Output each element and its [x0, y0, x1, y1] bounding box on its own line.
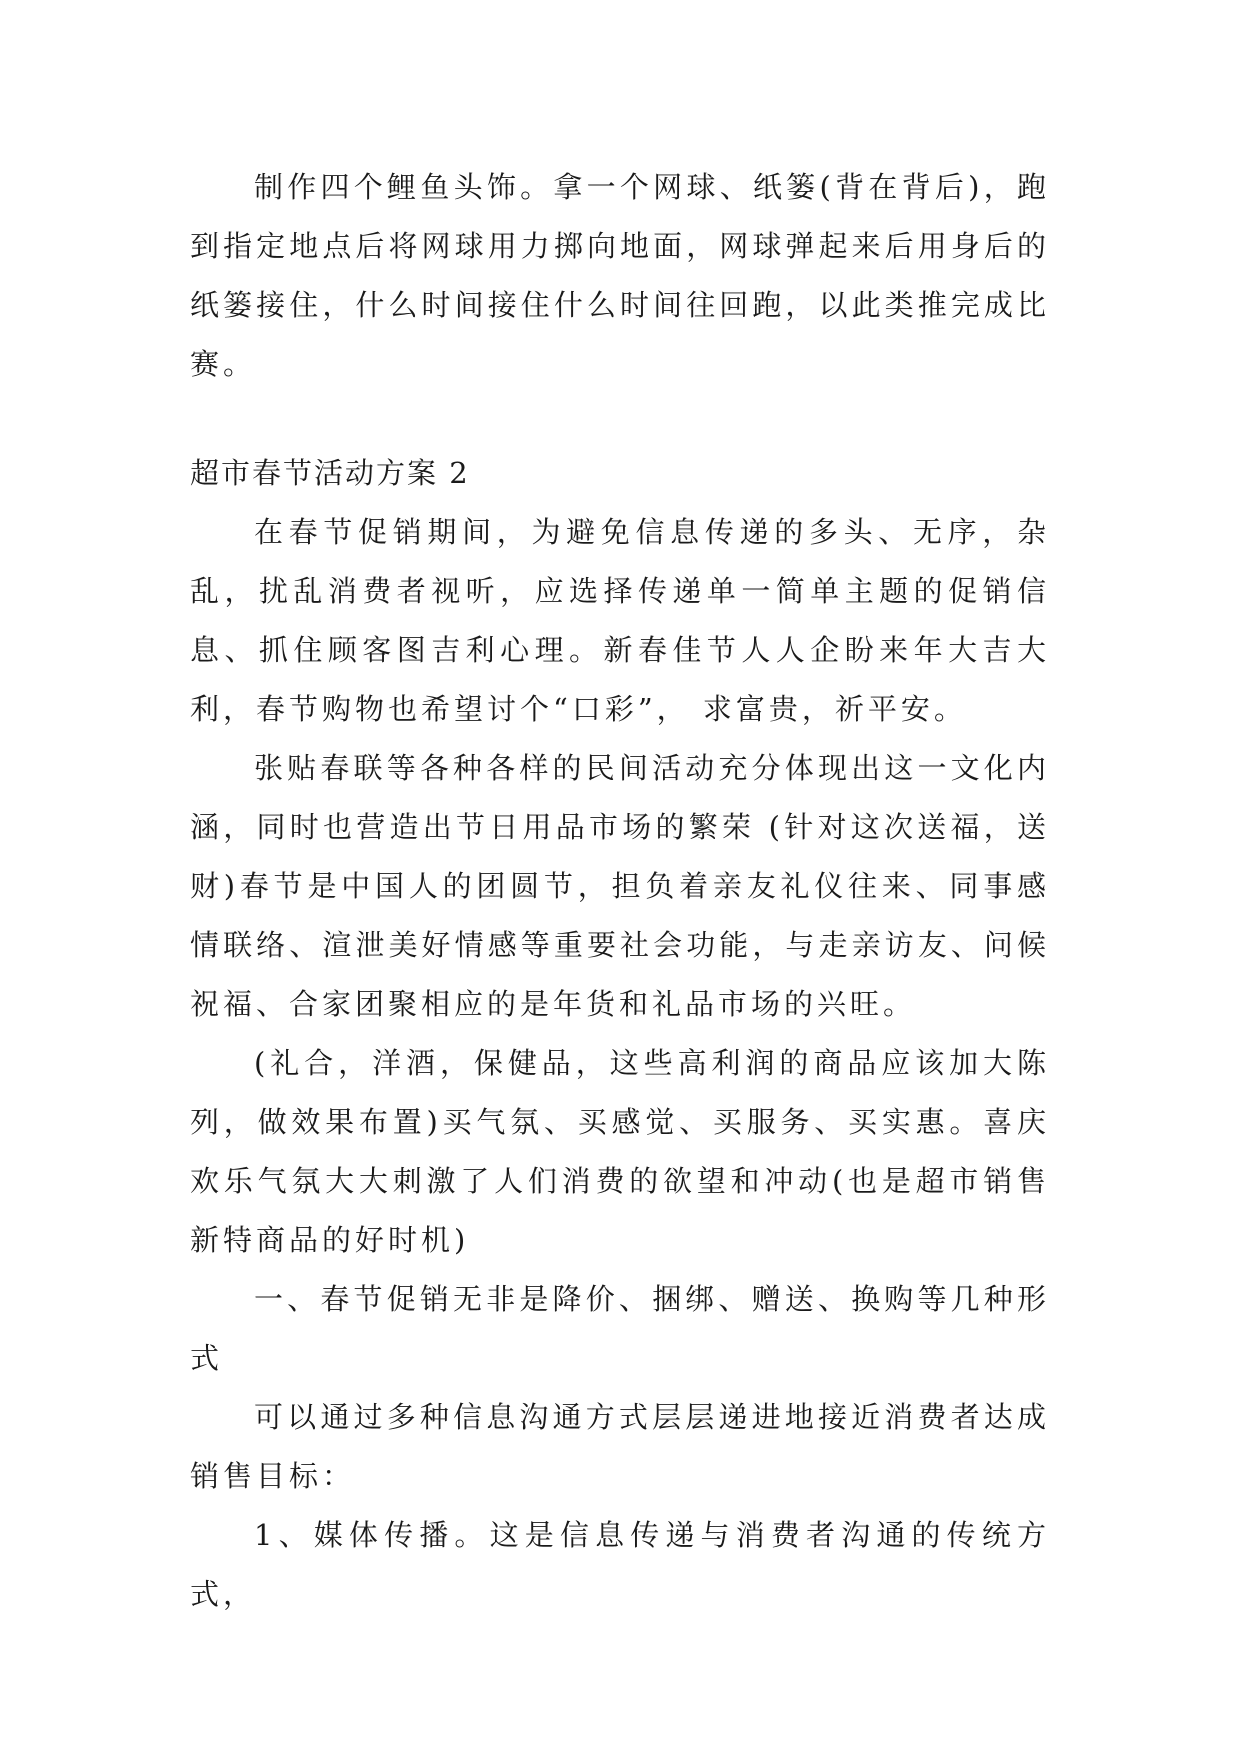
section-heading: 超市春节活动方案 2: [190, 456, 470, 490]
paragraph-promotion-forms: 一、春节促销无非是降价、捆绑、赠送、换购等几种形式: [190, 1282, 1050, 1375]
document-body: [190, 158, 1050, 1624]
paragraph-carp-game: 制作四个鲤鱼头饰。拿一个网球、纸篓(背在背后)，跑到指定地点后将网球用力掷向地面，网球弹起来后用身后的纸篓接住，什么时间接住什么时间往回跑，以此类推完成比赛。: [190, 170, 1050, 381]
paragraph-communication: 可以通过多种信息沟通方式层层递进地接近消费者达成销售目标：: [190, 1400, 1050, 1493]
paragraph-promotion-theme: 在春节促销期间，为避免信息传递的多头、无序，杂乱，扰乱消费者视听，应选择传递单一简单主题的促销信息、抓住顾客图吉利心理。新春佳节人人企盼来年大吉大利，春节购物也希望讨个“口彩”， 求富贵，祈平安。: [190, 515, 1050, 726]
paragraph-gift-products: (礼合，洋酒，保健品，这些高利润的商品应该加大陈列，做效果布置)买气氛、买感觉、买服务、买实惠。喜庆欢乐气氛大大刺激了人们消费的欲望和冲动(也是超市销售新特商品的好时机): [190, 1046, 1050, 1257]
paragraph-media: 1、媒体传播。这是信息传递与消费者沟通的传统方式，: [190, 1518, 1050, 1611]
paragraph-folk-activities: 张贴春联等各种各样的民间活动充分体现出这一文化内涵，同时也营造出节日用品市场的繁荣 (针对这次送福，送财)春节是中国人的团圆节，担负着亲友礼仪往来、同事感情联络、渲泄美好情感等重要社会功能，与走亲访友、问候祝福、合家团聚相应的是年货和礼品市场的兴旺。: [190, 751, 1050, 1021]
